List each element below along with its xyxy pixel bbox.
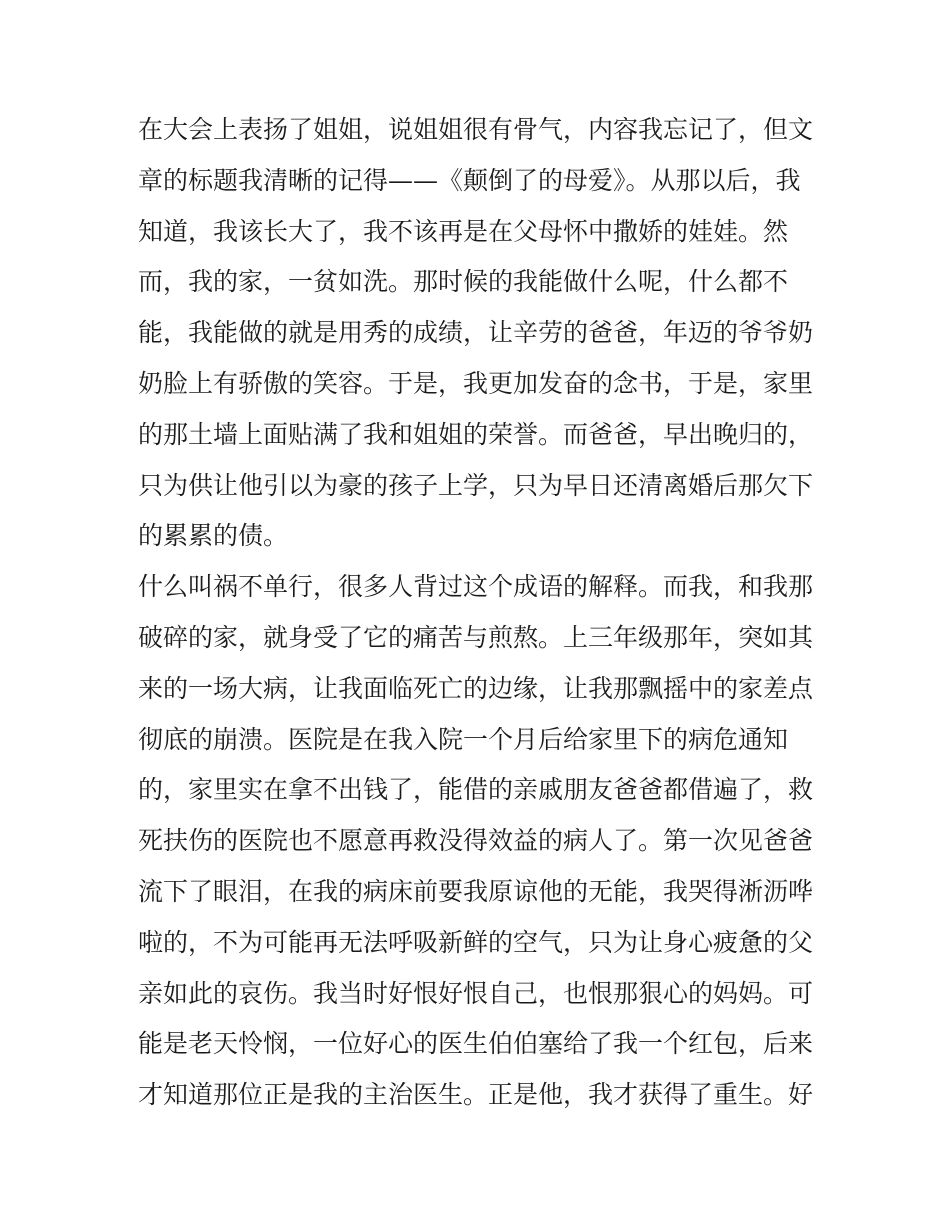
text-line: 的那土墙上面贴满了我和姐姐的荣誉。而爸爸，早出晚归的， [138, 419, 814, 449]
text-line: 只为供让他引以为豪的孩子上学，只为早日还清离婚后那欠下 [138, 470, 814, 500]
text-line: 才知道那位正是我的主治医生。正是他，我才获得了重生。好 [138, 1080, 814, 1110]
text-line: 来的一场大病，让我面临死亡的边缘，让我那飘摇中的家差点 [138, 673, 814, 703]
text-line: 知道，我该长大了，我不该再是在父母怀中撒娇的娃娃。然 [138, 216, 789, 246]
text-line: 亲如此的哀伤。我当时好恨好恨自己，也恨那狠心的妈妈。可 [138, 978, 814, 1008]
text-line: 的，家里实在拿不出钱了，能借的亲戚朋友爸爸都借遍了，救 [138, 775, 814, 805]
text-line: 什么叫祸不单行，很多人背过这个成语的解释。而我，和我那 [138, 572, 814, 602]
text-line: 流下了眼泪，在我的病床前要我原谅他的无能，我哭得淅沥哗 [138, 876, 814, 906]
text-line: 彻底的崩溃。医院是在我入院一个月后给家里下的病危通知 [138, 724, 789, 754]
text-line: 章的标题我清晰的记得——《颠倒了的母爱》。从那以后，我 [138, 165, 801, 195]
text-line: 能，我能做的就是用秀的成绩，让辛劳的爸爸，年迈的爷爷奶 [138, 318, 814, 348]
text-line: 而，我的家，一贫如洗。那时候的我能做什么呢，什么都不 [138, 267, 789, 297]
text-line: 奶脸上有骄傲的笑容。于是，我更加发奋的念书，于是，家里 [138, 368, 814, 398]
text-line: 能是老天怜悯，一位好心的医生伯伯塞给了我一个红包，后来 [138, 1029, 814, 1059]
text-line: 的累累的债。 [138, 521, 289, 551]
text-line: 啦的，不为可能再无法呼吸新鲜的空气，只为让身心疲惫的父 [138, 927, 814, 957]
body-text [138, 105, 818, 1121]
text-line: 破碎的家，就身受了它的痛苦与煎熬。上三年级那年，突如其 [138, 622, 814, 652]
text-line: 在大会上表扬了姐姐，说姐姐很有骨气，内容我忘记了，但文 [138, 115, 814, 144]
text-line: 死扶伤的医院也不愿意再救没得效益的病人了。第一次见爸爸 [138, 826, 814, 856]
